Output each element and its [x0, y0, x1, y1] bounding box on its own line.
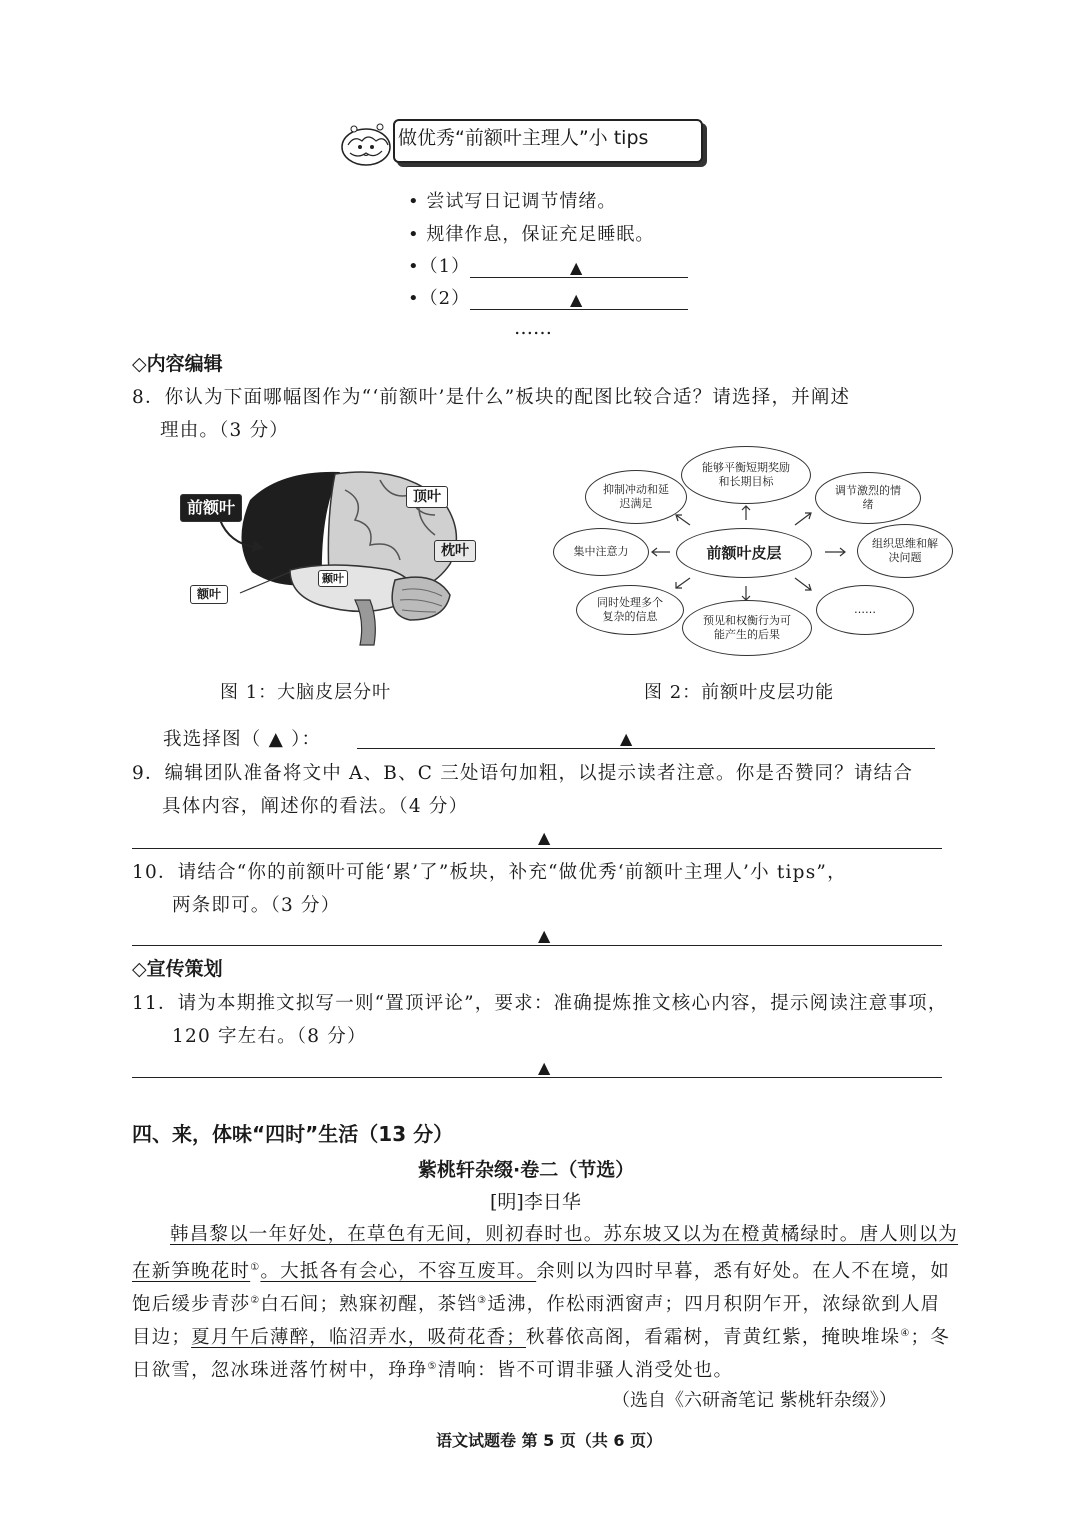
q10-answer-line: [132, 945, 942, 946]
node-organize-thinking: 组织思维和解决问题: [857, 524, 953, 578]
passage-text: 目边；: [132, 1327, 192, 1349]
note-marker: ⑤: [427, 1361, 438, 1372]
note-marker: ④: [900, 1328, 911, 1339]
passage-title: 紫桃轩杂缀·卷二（节选）: [418, 1159, 635, 1181]
cartoon-brain-icon: [336, 117, 396, 169]
node-balance-rewards: 能够平衡短期奖励和长期目标: [681, 446, 811, 504]
part4-heading: 四、来，体味“四时”生活（13 分）: [132, 1122, 454, 1146]
answer-marker: ▲: [570, 258, 583, 277]
tips-ellipsis: ……: [514, 317, 552, 339]
section-heading-promotion: ◇宣传策划: [132, 958, 223, 980]
tips-title: 做优秀“前额叶主理人”小 tips: [398, 127, 649, 149]
answer-marker: ▲: [538, 1058, 551, 1077]
passage-line-4: [132, 1317, 950, 1354]
section-heading-content-edit: ◇内容编辑: [132, 353, 223, 375]
q8-text-line1: 8．你认为下面哪幅图作为“‘前额叶’是什么”板块的配图比较合适？请选择，并阐述: [132, 387, 851, 408]
node-focus-attention: 集中注意力: [553, 528, 649, 576]
passage-line-1: 韩昌黎以一年好处，在草色有无间，则初春时也。苏东坡又以为在橙黄橘绿时。唐人则以为: [170, 1224, 959, 1245]
answer-marker: ▲: [620, 729, 633, 748]
node-regulate-emotion: 调节激烈的情绪: [815, 472, 921, 524]
node-more: ……: [816, 585, 914, 635]
note-marker: ①: [250, 1262, 261, 1273]
passage-line-5: [132, 1350, 733, 1387]
passage-text: 适沸，作松雨洒窗声；四月积阴乍开，浓绿欲到人眉: [487, 1294, 941, 1316]
passage-text: 清响：皆不可谓非骚人消受处也。: [437, 1360, 734, 1382]
passage-source: （选自《六研斋笔记 紫桃轩杂缀》）: [612, 1390, 897, 1411]
label-parietal: 顶叶: [406, 486, 448, 508]
label-occipital: 枕叶: [434, 540, 476, 562]
node-foresee-consequences: 预见和权衡行为可能产生的后果: [682, 600, 812, 656]
passage-text: 日欲雪，忽冰珠迸落竹树中，琤琤: [132, 1360, 428, 1382]
passage-line-3: [132, 1284, 940, 1321]
passage-text: 余则以为四时早暮，悉有好处。在人不在境，如: [536, 1261, 950, 1283]
q10-text-line1: 10．请结合“你的前额叶可能‘累’了”板块，补充“做优秀‘前额叶主理人’小 tips”，: [132, 862, 847, 883]
answer-marker: ▲: [538, 926, 551, 945]
q9-answer-line: [132, 848, 942, 849]
figure-1-caption: 图 1：大脑皮层分叶: [220, 682, 392, 703]
underlined-text: 。大抵各有会心，不容互废耳。: [260, 1261, 537, 1283]
node-multitasking: 同时处理多个复杂的信息: [576, 585, 684, 635]
answer-marker: ▲: [538, 828, 551, 847]
q9-text-line1: 9．编辑团队准备将文中 A、B、C 三处语句加粗，以提示读者注意。你是否赞同？请结合: [132, 763, 914, 784]
passage-line-2: [132, 1251, 950, 1288]
passage-text: 饱后缓步青莎: [132, 1294, 251, 1316]
passage-text: 秋暮依高阁，看霜树，青黄红紫，掩映堆垛: [526, 1327, 901, 1349]
q11-text-line2: 120 字左右。（8 分）: [172, 1026, 367, 1047]
passage-text: ；冬: [910, 1327, 950, 1349]
answer-marker: ▲: [570, 290, 583, 309]
label-prefrontal: 前额叶: [180, 494, 242, 522]
label-frontal: 额叶: [190, 585, 228, 604]
tip-item-blank-1: •（1）: [408, 256, 471, 277]
label-temporal: 颞叶: [318, 570, 348, 587]
figure-2-caption: 图 2：前额叶皮层功能: [644, 682, 835, 703]
passage-author: [明]李日华: [490, 1191, 581, 1213]
node-impulse-control: 抑制冲动和延迟满足: [585, 470, 687, 524]
passage-text: 白石间；熟寐初醒，茶铛: [260, 1294, 478, 1316]
note-marker: ③: [477, 1295, 488, 1306]
tip-item-sleep: • 规律作息，保证充足睡眠。: [408, 224, 655, 245]
page-footer: 语文试题卷 第 5 页（共 6 页）: [436, 1431, 663, 1450]
q11-answer-line: [132, 1077, 942, 1078]
q8-choice-label: 我选择图（ ▲ ）：: [163, 729, 322, 750]
q8-text-line2: 理由。（3 分）: [160, 420, 290, 441]
q11-text-line1: 11．请为本期推文拟写一则“置顶评论”，要求：准确提炼推文核心内容，提示阅读注意事项，: [132, 993, 948, 1014]
underlined-text: 在新笋晚花时: [132, 1261, 251, 1283]
underlined-text: 夏月午后薄醉，临沼弄水，吸荷花香；: [191, 1327, 527, 1349]
node-prefrontal-cortex: 前额叶皮层: [676, 528, 812, 578]
tip-item-diary: • 尝试写日记调节情绪。: [408, 191, 617, 212]
note-marker: ②: [250, 1295, 261, 1306]
q10-text-line2: 两条即可。（3 分）: [172, 895, 341, 916]
tip-item-blank-2: •（2）: [408, 288, 471, 309]
q9-text-line2: 具体内容，阐述你的看法。（4 分）: [162, 796, 469, 817]
q8-answer-line: [357, 748, 935, 749]
